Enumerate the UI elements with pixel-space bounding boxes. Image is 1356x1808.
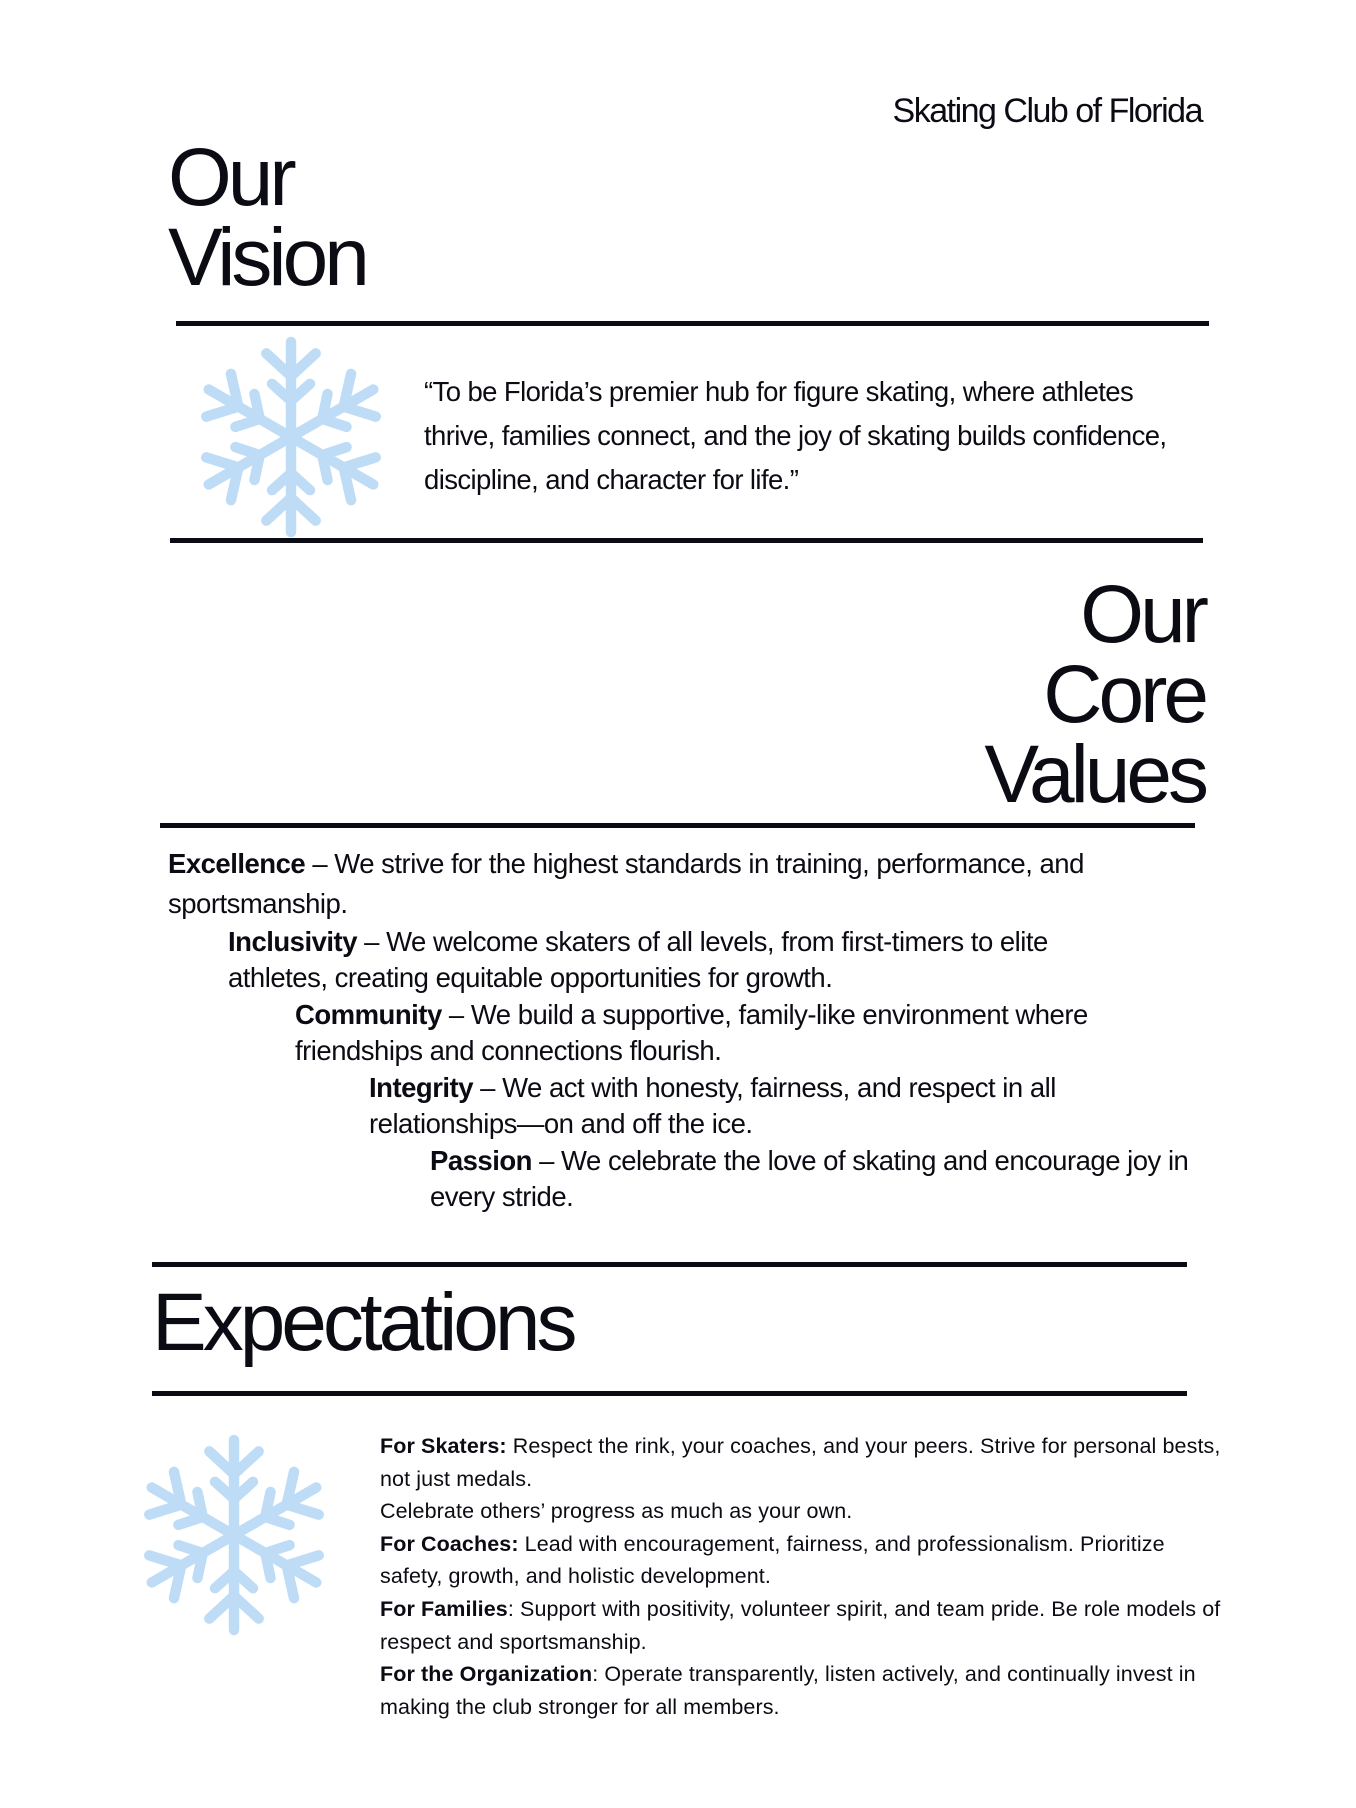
org-name: Skating Club of Florida [892, 92, 1202, 130]
value-name: Community [295, 999, 442, 1030]
snowflake-icon [196, 332, 386, 542]
expectation-coaches [380, 1528, 1225, 1593]
expectation-organization [380, 1658, 1225, 1723]
expectation-label: For Families [380, 1596, 508, 1621]
core-values-divider [160, 823, 1195, 828]
expectation-label: For Coaches: [380, 1531, 519, 1556]
value-text: We welcome skaters of all levels, from first-timers to elite athletes, creating equitable opportunities for growth. [228, 926, 1048, 993]
vision-title [168, 132, 366, 303]
value-community: Community – We build a supportive, family-like environment where friendships and connections flourish. [295, 999, 1088, 1066]
value-name: Excellence [168, 848, 306, 879]
value-passion: Passion – We celebrate the love of skating and encourage joy in every stride. [430, 1145, 1189, 1212]
expectation-text: Celebrate others’ progress as much as your own. [380, 1499, 853, 1524]
vision-title-line2: Vision [168, 212, 366, 303]
expectations-bottom-divider [152, 1391, 1187, 1396]
value-name: Passion [430, 1145, 532, 1176]
value-text: We act with honesty, fairness, and respect in all relationships—on and off the ice. [369, 1072, 1056, 1139]
value-name: Integrity [369, 1072, 473, 1103]
vision-top-divider [176, 321, 1209, 326]
value-text: We build a supportive, family-like environment where friendships and connections flourish. [295, 999, 1088, 1066]
expectation-text: Lead with encouragement, fairness, and professionalism. Prioritize safety, growth, and holistic development. [380, 1531, 1165, 1589]
expectation-text: Respect the rink, your coaches, and your peers. Strive for personal bests, not just medals. [380, 1434, 1221, 1491]
expectations-title: Expectations [152, 1277, 574, 1368]
expectation-skaters [380, 1430, 1225, 1495]
expectations-list [380, 1430, 1225, 1723]
snowflake-icon [139, 1430, 329, 1640]
expectations-top-divider [152, 1262, 1187, 1267]
expectation-text: : Operate transparently, listen actively, and continually invest in making the club stronger for all members. [380, 1662, 1196, 1719]
vision-title-line1: Our [168, 132, 293, 223]
expectation-families [380, 1593, 1225, 1658]
core-values-title-line2: Core [1043, 649, 1205, 740]
expectation-label: For Skaters: [380, 1434, 507, 1458]
core-values-title [880, 569, 1205, 820]
expectation-skaters-continued [380, 1495, 1225, 1528]
value-integrity: Integrity – We act with honesty, fairness, and respect in all relationships—on and off the ice. [369, 1072, 1056, 1139]
expectation-label: For the Organization [380, 1662, 593, 1687]
vision-quote: “To be Florida’s premier hub for figure skating, where athletes thrive, families connect, and the joy of skating builds confidence, discipline, and character for life.” [424, 376, 1167, 495]
core-values-title-line1: Our [1080, 569, 1205, 660]
expectation-text: : Support with positivity, volunteer spirit, and team pride. Be role models of respect and sportsmanship. [380, 1596, 1221, 1654]
value-excellence: Excellence – We strive for the highest standards in training, performance, and sportsmanship. [168, 848, 1084, 919]
value-text: We celebrate the love of skating and encourage joy in every stride. [430, 1145, 1189, 1212]
value-name: Inclusivity [228, 926, 357, 957]
core-values-title-line3: Values [984, 729, 1205, 820]
value-text: We strive for the highest standards in training, performance, and sportsmanship. [168, 848, 1084, 919]
value-inclusivity: Inclusivity – We welcome skaters of all levels, from first-timers to elite athletes, creating equitable opportunities for growth. [228, 926, 1048, 993]
vision-bottom-divider [170, 538, 1203, 543]
